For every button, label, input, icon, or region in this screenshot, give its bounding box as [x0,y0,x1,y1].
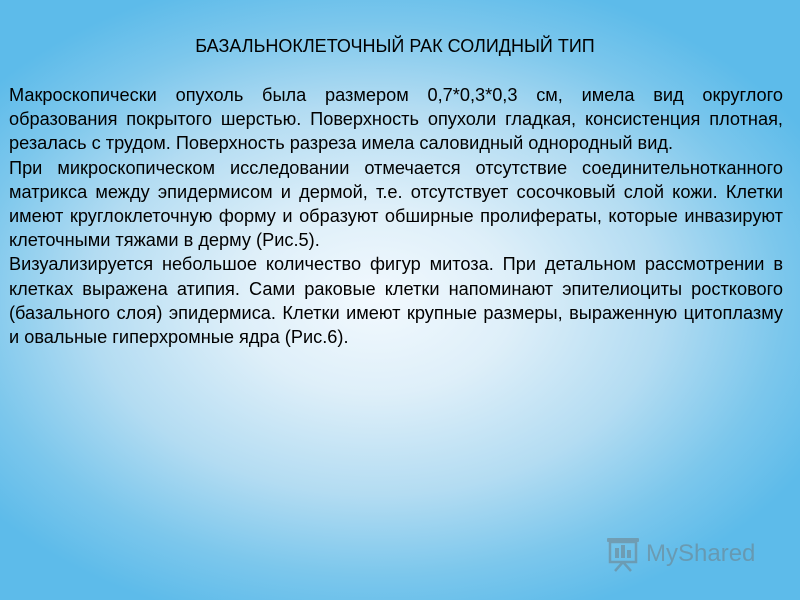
paragraph-mitosis: Визуализируется небольшое количество фигур митоза. При детальном рассмотрении в клетках выражена атипия. Сами раковые клетки напоминают эпителиоциты росткового (базального слоя) эпидермиса. Клетки имеют крупные размеры, выраженную цитоплазму и овальные гиперхромные ядра (Рис.6). [9,254,783,348]
paragraph-macroscopic: Макроскопически опухоль была размером 0,7*0,3*0,3 см, имела вид округлого образования покрытого шерстью. Поверхность опухоли гладкая, консистенция плотная, резалась с трудом. Поверхность разреза имела саловидный однородный вид. [9,85,783,154]
projector-screen-icon [606,536,640,572]
slide-title: БАЗАЛЬНОКЛЕТОЧНЫЙ РАК СОЛИДНЫЙ ТИП [195,36,595,56]
myshared-watermark [606,536,755,572]
paragraph-microscopic: При микроскопическом исследовании отмечается отсутствие соединительнотканного матрикса между эпидермисом и дермой, т.е. отсутствует сосочковый слой кожи. Клетки имеют круглоклеточную форму и образуют обширные пролифераты, которые инвазируют клеточными тяжами в дерму (Рис.5). [9,157,783,251]
slide-body [9,83,783,349]
watermark-text: MyShared [646,540,756,567]
